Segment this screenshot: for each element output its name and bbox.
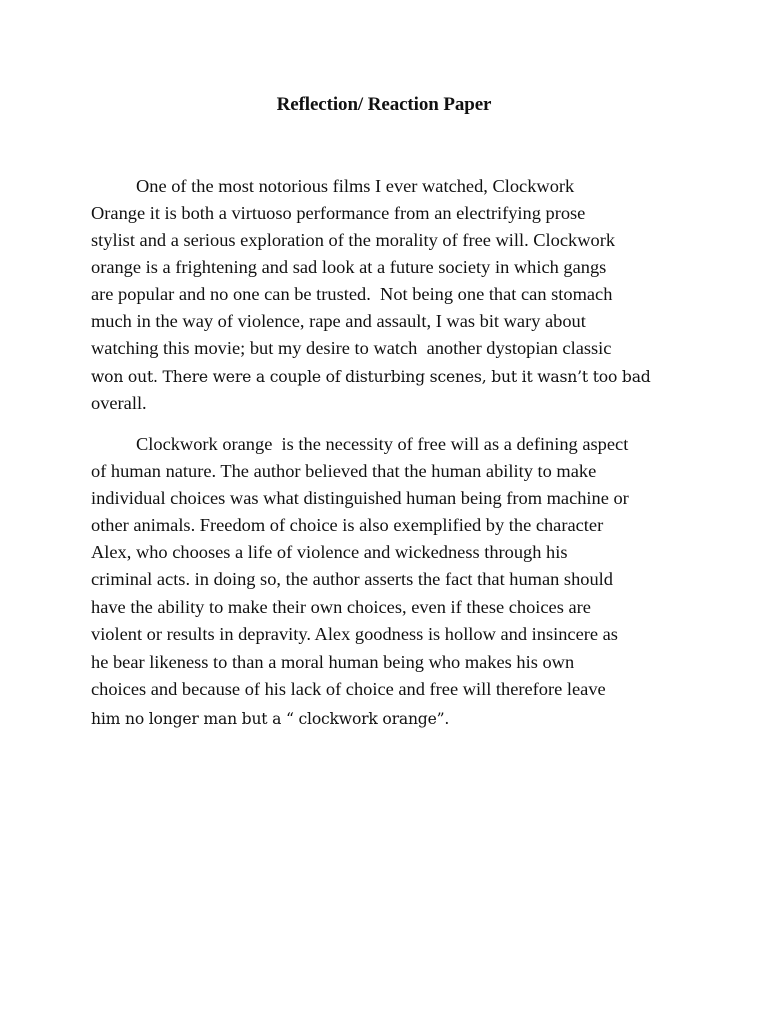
paragraph-1-line-5: are popular and no one can be trusted. Not being one that can stomach bbox=[91, 284, 613, 304]
paragraph-2-line-3: individual choices was what distinguished human being from machine or bbox=[91, 488, 629, 508]
paragraph-1-line-7: watching this movie; but my desire to watch another dystopian classic bbox=[91, 338, 612, 358]
paragraph-2-line-9: he bear likeness to than a moral human being who makes his own bbox=[91, 652, 575, 672]
paragraph-2-line-7: have the ability to make their own choices, even if these choices are bbox=[91, 597, 591, 617]
paragraph-1-line-8: won out. There were a couple of disturbing scenes, but it wasn’t too bad bbox=[91, 368, 651, 386]
paragraph-1-line-9: overall. bbox=[91, 393, 147, 413]
paragraph-1-line-1: One of the most notorious films I ever watched, Clockwork bbox=[136, 176, 575, 196]
paragraph-2-line-8: violent or results in depravity. Alex goodness is hollow and insincere as bbox=[91, 624, 618, 644]
paragraph-2-line-4: other animals. Freedom of choice is also exemplified by the character bbox=[91, 515, 604, 535]
paragraph-2-line-6: criminal acts. in doing so, the author asserts the fact that human should bbox=[91, 569, 613, 589]
paragraph-1-line-2: Orange it is both a virtuoso performance from an electrifying prose bbox=[91, 203, 586, 223]
paragraph-2-line-5: Alex, who chooses a life of violence and wickedness through his bbox=[91, 542, 568, 562]
page-title: Reflection/ Reaction Paper bbox=[276, 94, 492, 115]
paragraph-1-line-6: much in the way of violence, rape and assault, I was bit wary about bbox=[91, 311, 586, 331]
paragraph-2-line-10: choices and because of his lack of choice and free will therefore leave bbox=[91, 679, 606, 699]
paragraph-1-line-4: orange is a frightening and sad look at a future society in which gangs bbox=[91, 257, 607, 277]
paragraph-2-line-11: him no longer man but a “ clockwork orange”. bbox=[91, 710, 450, 728]
paragraph-2-line-2: of human nature. The author believed that the human ability to make bbox=[91, 461, 597, 481]
paragraph-1-line-3: stylist and a serious exploration of the morality of free will. Clockwork bbox=[91, 230, 616, 250]
paragraph-2-line-1: Clockwork orange is the necessity of free will as a defining aspect bbox=[136, 434, 629, 454]
